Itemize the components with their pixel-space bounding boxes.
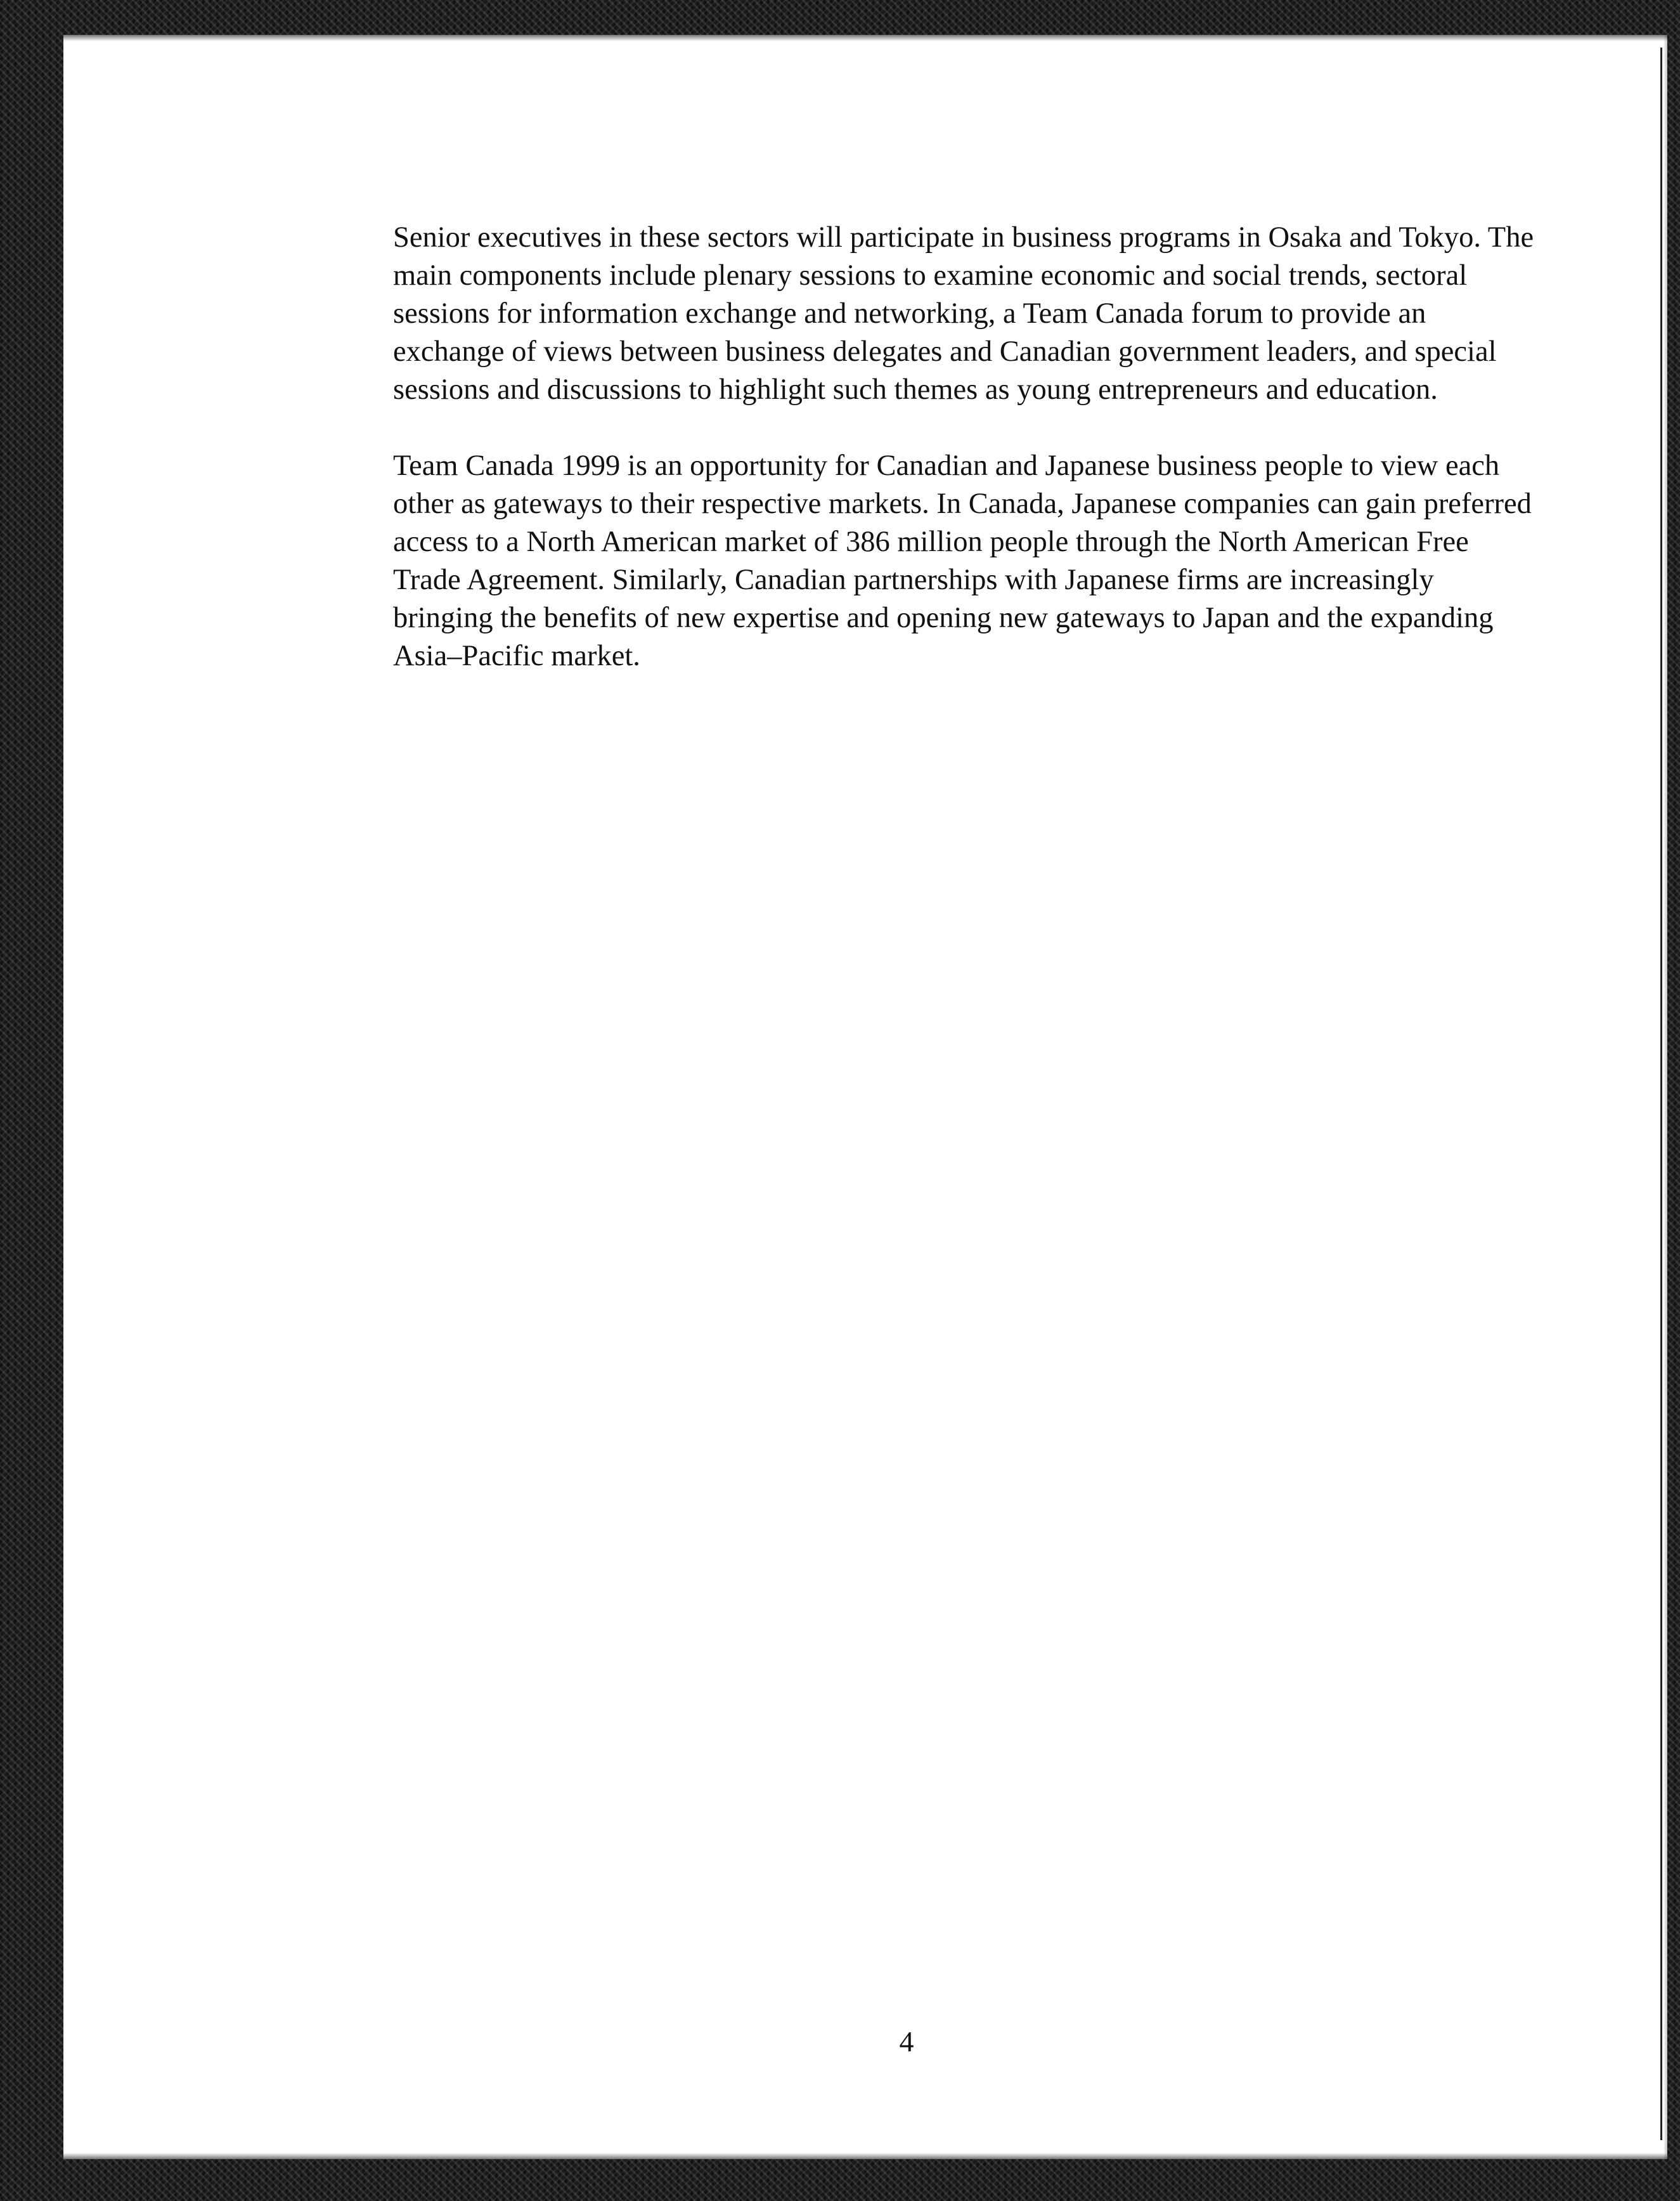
page-bottom-edge [63, 2153, 1667, 2159]
page-top-edge [63, 35, 1667, 41]
page-number: 4 [899, 2025, 914, 2058]
paragraph: Team Canada 1999 is an opportunity for Canadian and Japanese business people to view each other as gateways to their respective markets. In Canada, Japanese companies can gain preferred access to a North American market of 386 million people through the North American Free Trade Agreement. Similarly, Canadian partnerships with Japanese firms are increasingly bringing the benefits of new expertise and opening new gateways to Japan and the expanding Asia–Pacific market. [393, 450, 1532, 672]
body-text [393, 219, 1534, 713]
paragraph: Senior executives in these sectors will participate in business programs in Osaka and Tokyo. The main components include plenary sessions to examine economic and social trends, sectoral sessions for information exchange and networking, a Team Canada forum to provide an exchange of views between business delegates and Canadian government leaders, and special sessions and discussions to highlight such themes as young entrepreneurs and education. [393, 221, 1534, 406]
page-right-rule [1660, 48, 1662, 2140]
document-page [63, 35, 1667, 2159]
page-edge-shadow [1664, 35, 1667, 2159]
